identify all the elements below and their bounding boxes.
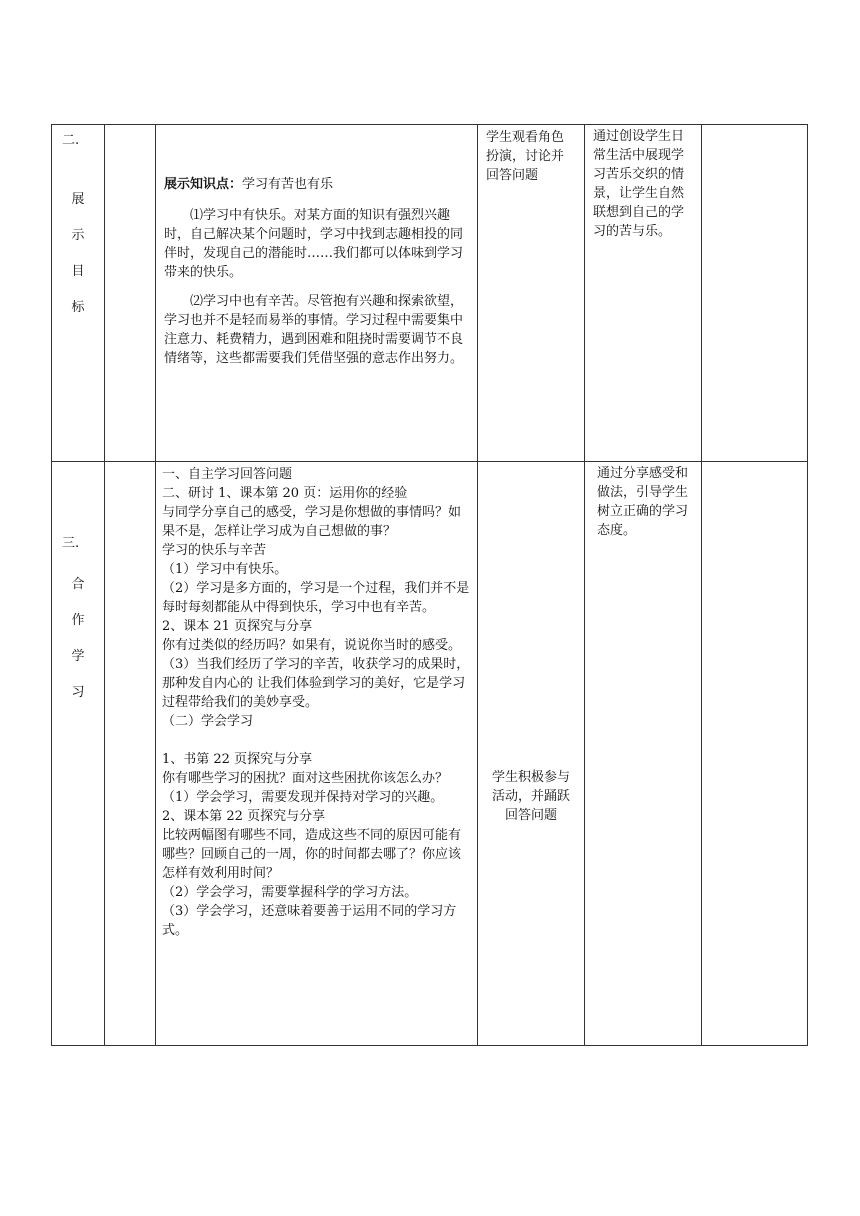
content-cell [156, 125, 478, 462]
content-line: （2）学习是多方面的，学习是一个过程，我们并不是每时每刻都能从中得到快乐，学习中也有辛苦。 [162, 581, 470, 615]
section-title-vertical [52, 182, 104, 326]
design-purpose-text: 通过创设学生日常生活中展现学习苦乐交织的情景，让学生自然联想到自己的学习的苦与乐。 [593, 129, 685, 239]
remarks-cell [702, 462, 808, 1046]
content-line: （2）学会学习，需要掌握科学的学习方法。 [162, 885, 418, 900]
content-paragraph: ⑴学习中有快乐。对某方面的知识有强烈兴趣时，自己解决某个问题时，学习中找到志趣相投的同伴时，发现自己的潜能时……我们都可以体味到学习带来的快乐。 [164, 208, 464, 280]
knowledge-point-label: 展示知识点： [164, 177, 243, 192]
section-title-char: 学 [71, 649, 85, 664]
student-activity-cell [478, 125, 585, 462]
table-row-show-goals [52, 125, 808, 462]
knowledge-point-title: 学习有苦也有乐 [242, 177, 334, 192]
student-activity-text: 学生积极参与活动，并踊跃回答问题 [491, 770, 570, 823]
section-number-cell [52, 462, 105, 1046]
section-title-char: 合 [71, 577, 85, 592]
content-line: 二、研讨 1、课本第 20 页：运用你的经验 [162, 486, 408, 501]
table-row-cooperative-learning [52, 462, 808, 1046]
content-line: 你有过类似的经历吗？如果有，说说你当时的感受。 [162, 638, 462, 653]
content-line: 学习的快乐与辛苦 [162, 543, 267, 558]
section-number: 三. [62, 536, 80, 551]
section-title-char: 作 [71, 613, 85, 628]
section-number-cell [52, 125, 105, 462]
lesson-plan-table [51, 124, 808, 1046]
content-line: 比较两幅图有哪些不同，造成这些不同的原因可能有哪些？回顾自己的一周，你的时间都去哪了？你应该怎样有效利用时间？ [162, 828, 462, 881]
content-line: （3）学会学习，还意味着要善于运用不同的学习方式。 [162, 904, 457, 938]
content-line: 一、自主学习回答问题 [162, 467, 293, 482]
content-lines [156, 462, 477, 940]
content-line: （1）学习中有快乐。 [162, 562, 288, 577]
section-title-char: 展 [71, 192, 85, 207]
time-cell [105, 125, 156, 462]
section-title-char: 目 [71, 264, 85, 279]
remarks-cell [702, 125, 808, 462]
content-line: （1）学会学习，需要发现并保持对学习的兴趣。 [162, 790, 444, 805]
content-paragraph: ⑵学习中也有辛苦。尽管抱有兴趣和探索欲望，学习也并不是轻而易举的事情。学习过程中需要集中注意力、耗费精力，遇到困难和阻挠时需要调节不良情绪等，这些都需要我们凭借坚强的意志作出努力。 [164, 294, 464, 366]
section-number: 二. [62, 133, 80, 148]
content-line: 与同学分享自己的感受，学习是你想做的事情吗？如果不是，怎样让学习成为自己想做的事？ [162, 505, 462, 539]
student-activity-cell [478, 462, 585, 1046]
content-line: 2、课本 21 页探究与分享 [162, 619, 313, 634]
student-activity-text: 学生观看角色扮演，讨论并回答问题 [486, 130, 565, 183]
section-title-char: 标 [71, 300, 85, 315]
design-purpose-text: 通过分享感受和做法，引导学生树立正确的学习态度。 [597, 466, 689, 538]
section-title-vertical [52, 567, 104, 711]
content-line: 2、课本第 22 页探究与分享 [162, 809, 326, 824]
section-title-char: 习 [71, 685, 85, 700]
design-purpose-cell [585, 125, 702, 462]
knowledge-point-heading [164, 175, 477, 194]
content-line: 你有哪些学习的困扰？面对这些困扰你该怎么办？ [162, 771, 449, 786]
design-purpose-cell [585, 462, 702, 1046]
section-title-char: 示 [71, 228, 85, 243]
content-line: （3）当我们经历了学习的辛苦，收获学习的成果时，那种发自内心的 让我们体验到学习的美好，它是学习过程带给我们的美妙享受。 [162, 657, 470, 710]
time-cell [105, 462, 156, 1046]
content-cell [156, 462, 478, 1046]
content-line: 1、书第 22 页探究与分享 [162, 752, 313, 767]
content-line: （二）学会学习 [162, 714, 254, 729]
